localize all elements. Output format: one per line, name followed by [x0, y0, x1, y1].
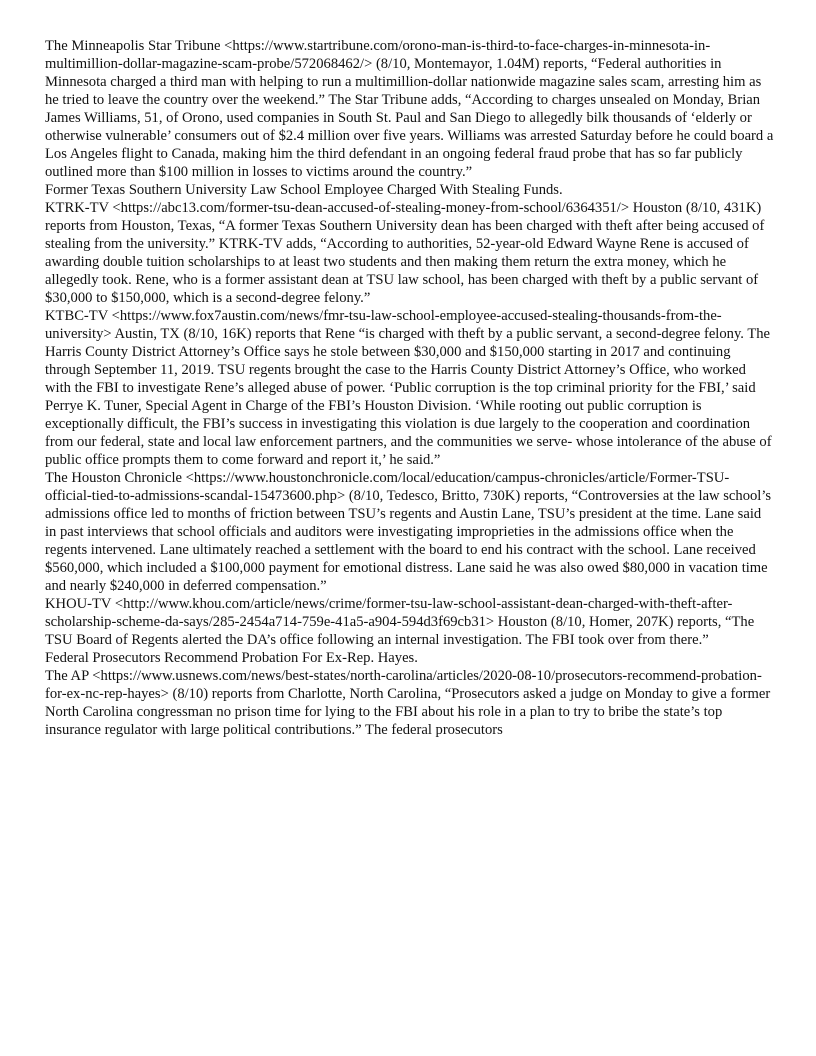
article-paragraph-ktrk: KTRK-TV <https://abc13.com/former-tsu-dean-accused-of-stealing-money-from-school/6364351/> Houston (8/10, 431K) reports from Houston, Texas, “A former Texas Southern University dean has been charged with theft after being accused of stealing from the university.” KTRK-TV adds, “According to authorities, 52-year-old Edward Wayne Rene is accused of awarding double tuition scholarships to at least two students and then making them return the extra money, which he allegedly took. Rene, who is a former assistant dean at TSU law school, has been charged with theft by a public servant of $30,000 to $150,000, which is a second-degree felony.”: [45, 200, 765, 306]
document-page: [45, 37, 775, 739]
article-paragraph-houston-chronicle: The Houston Chronicle <https://www.houstonchronicle.com/local/education/campus-chronicles/article/Former-TSU-official-tied-to-admissions-scandal-15473600.php> (8/10, Tedesco, Britto, 730K) reports, “Controversies at the law school’s admissions office led to months of friction between TSU’s regents and Austin Lane, TSU’s president at the time. Lane said in past interviews that school officials and auditors were investigating improprieties in the admissions office when the regents intervened. Lane ultimately reached a settlement with the board to end his contract with the school. Lane received $560,000, which included a $100,000 payment for emotional distress. Lane said he was also owed $80,000 in vacation time and nearly $240,000 in deferred compensation.”: [45, 470, 772, 594]
article-paragraph-ap: The AP <https://www.usnews.com/news/best-states/north-carolina/articles/2020-08-10/prosecutors-recommend-probation-for-ex-nc-rep-hayes> (8/10) reports from Charlotte, North Carolina, “Prosecutors asked a judge on Monday to give a former North Carolina congressman no prison time for lying to the FBI about his role in a plan to try to bribe the state’s top insurance regulator with large political contributions.” The federal prosecutors: [45, 668, 771, 738]
section-headline-tsu: Former Texas Southern University Law School Employee Charged With Stealing Funds.: [45, 182, 563, 198]
article-paragraph-khou: KHOU-TV <http://www.khou.com/article/news/crime/former-tsu-law-school-assistant-dean-charged-with-theft-after-scholarship-scheme-da-says/285-2454a714-759e-41a5-a904-594d3f69cb31> Houston (8/10, Homer, 207K) reports, “The TSU Board of Regents alerted the DA’s office following an internal investigation. The FBI took over from there.”: [45, 596, 755, 648]
section-headline-hayes: Federal Prosecutors Recommend Probation For Ex-Rep. Hayes.: [45, 650, 418, 666]
article-paragraph-ktbc: KTBC-TV <https://www.fox7austin.com/news/fmr-tsu-law-school-employee-accused-stealing-thousands-from-the-university> Austin, TX (8/10, 16K) reports that Rene “is charged with theft by a public servant, a second-degree felony. The Harris County District Attorney’s Office says he stole between $30,000 and $150,000 starting in 2017 and continuing through September 11, 2019. TSU regents brought the case to the Harris County District Attorney’s Office, who worked with the FBI to investigate Rene’s alleged abuse of power. ‘Public corruption is the top criminal priority for the FBI,’ said Perryе K. Tuner, Special Agent in Charge of the FBI’s Houston Division. ‘While rooting out public corruption is exceptionally difficult, the FBI’s success in investigating this violation is due largely to the cooperation and coordination from our federal, state and local law enforcement partners, and the communities we serve- whose intolerance of the abuse of public office prompts them to come forward and report it,’ he said.”: [45, 308, 772, 468]
article-paragraph-star-tribune: The Minneapolis Star Tribune <https://www.startribune.com/orono-man-is-third-to-face-charges-in-minnesota-in-multimillion-dollar-magazine-scam-probe/572068462/> (8/10, Montemayor, 1.04M) reports, “Federal authorities in Minnesota charged a third man with helping to run a multimillion-dollar nationwide magazine sales scam, arresting him as he tried to leave the country over the weekend.” The Star Tribune adds, “According to charges unsealed on Monday, Brian James Williams, 51, of Orono, used companies in South St. Paul and San Diego to allegedly bilk thousands of ‘elderly or otherwise vulnerable’ consumers out of $2.4 million over five years. Williams was arrested Saturday before he could board a Los Angeles flight to Canada, making him the third defendant in an ongoing federal fraud probe that has so far publicly outlined more than $100 million in losses to victims around the country.”: [45, 38, 774, 180]
